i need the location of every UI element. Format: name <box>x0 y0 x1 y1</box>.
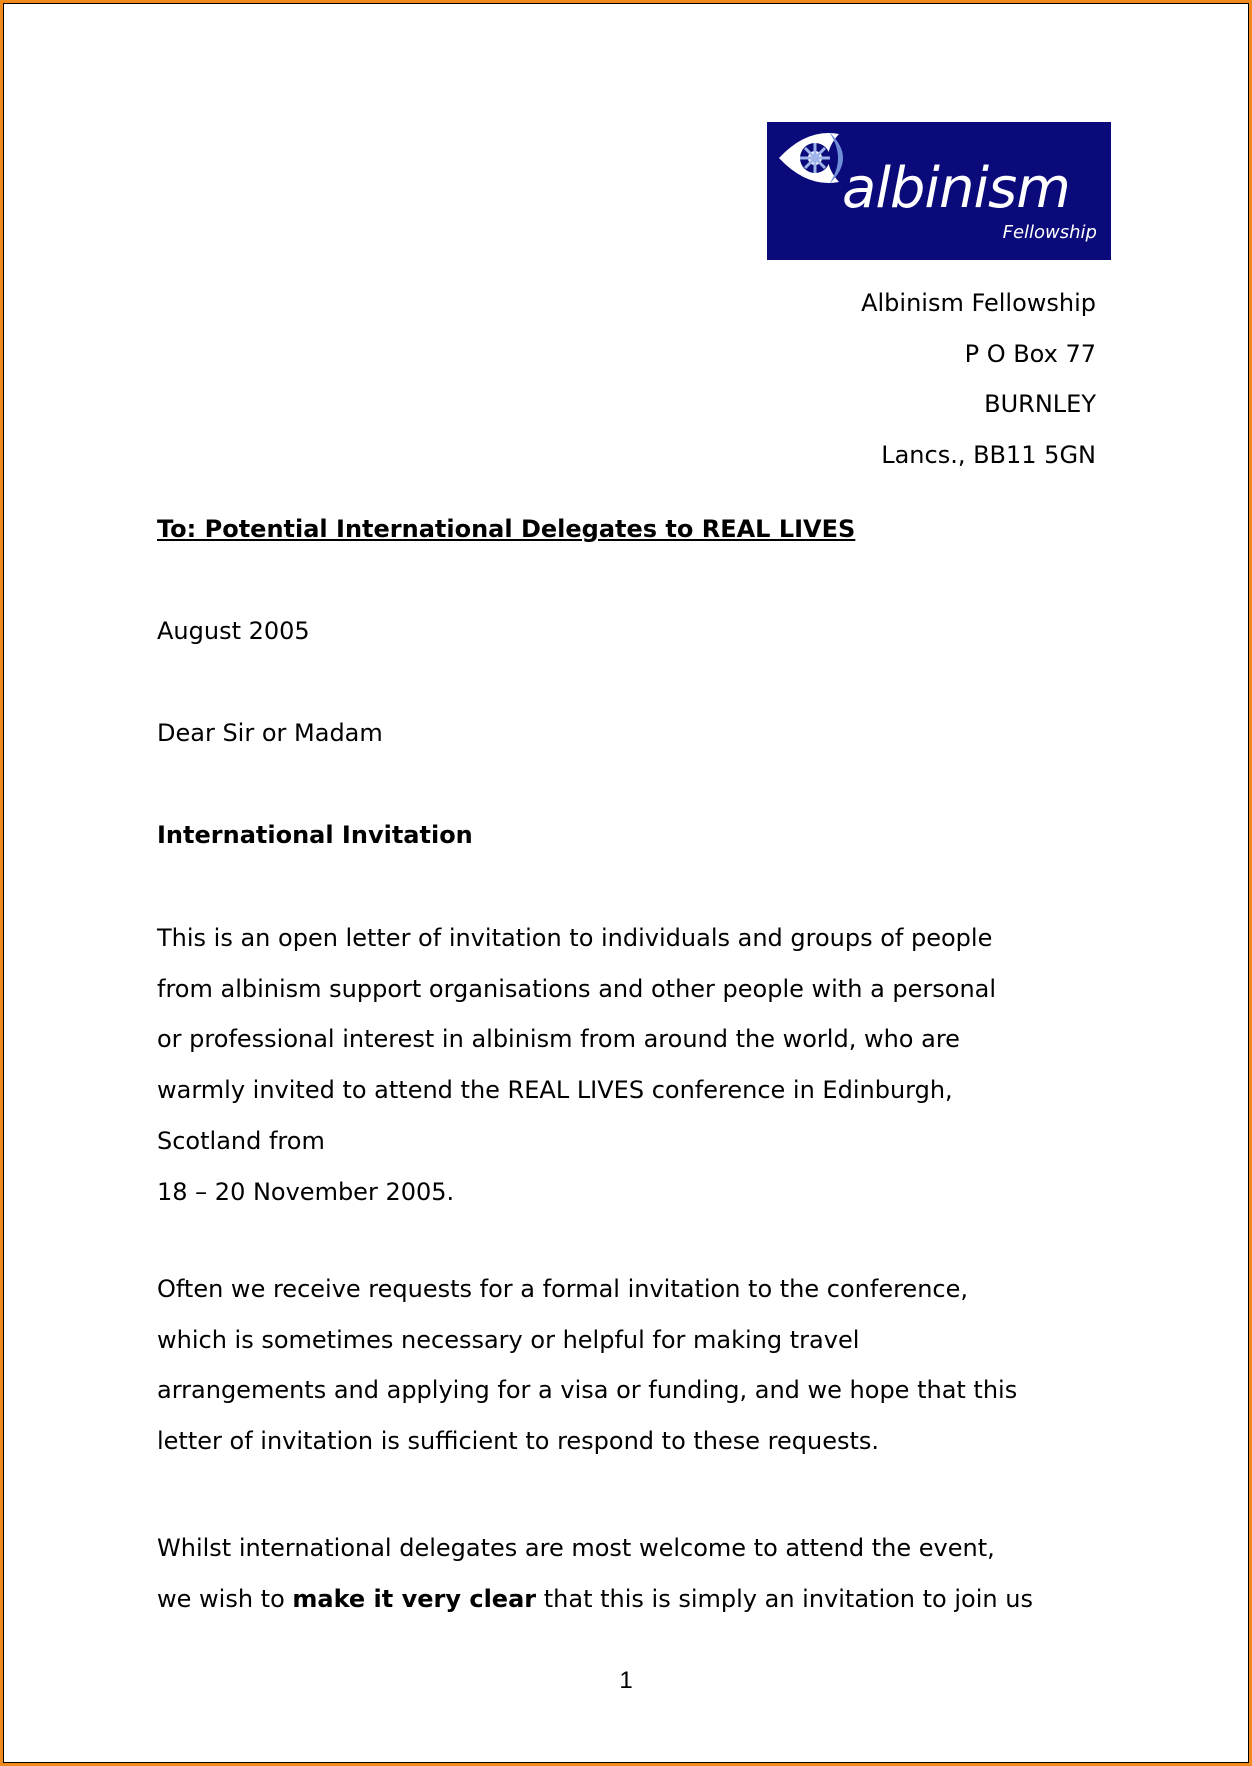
address-line: Albinism Fellowship <box>861 289 1096 317</box>
text-line <box>157 1574 1033 1625</box>
albinism-fellowship-logo <box>767 122 1111 260</box>
text-segment: we wish to <box>157 1584 293 1613</box>
text-line: This is an open letter of invitation to individuals and groups of people <box>157 924 993 952</box>
logo-subtitle: Fellowship <box>1002 222 1097 243</box>
paragraph-1 <box>157 913 996 1217</box>
text-line: 18 – 20 November 2005. <box>157 1177 455 1206</box>
text-line: Scotland from <box>157 1126 325 1155</box>
text-line: Often we receive requests for a formal invitation to the conference, <box>157 1275 968 1303</box>
letter-date: August 2005 <box>157 617 310 645</box>
text-line: letter of invitation is sufficient to respond to these requests. <box>157 1427 880 1456</box>
text-line: from albinism support organisations and other people with a personal <box>157 974 997 1003</box>
subject-line: International Invitation <box>157 821 473 849</box>
text-line: which is sometimes necessary or helpful for making travel <box>157 1325 860 1354</box>
page-border <box>3 3 1249 1763</box>
emphasis-text: make it very clear <box>292 1584 537 1613</box>
salutation: Dear Sir or Madam <box>157 719 383 747</box>
text-line: arrangements and applying for a visa or funding, and we hope that this <box>157 1376 1018 1405</box>
sender-address <box>861 278 1096 481</box>
logo-wordmark: albinism <box>842 156 1070 221</box>
text-line: Whilst international delegates are most welcome to attend the event, <box>157 1534 995 1562</box>
paragraph-2 <box>157 1264 1017 1467</box>
letter-heading: To: Potential International Delegates to REAL LIVES <box>157 515 856 543</box>
text-segment: that this is simply an invitation to join us <box>536 1584 1033 1613</box>
paragraph-3 <box>157 1523 1033 1624</box>
text-line: warmly invited to attend the REAL LIVES conference in Edinburgh, <box>157 1076 953 1105</box>
address-line: P O Box 77 <box>964 339 1096 368</box>
address-line: BURNLEY <box>984 390 1096 419</box>
page-number: 1 <box>619 1667 633 1694</box>
text-line: or professional interest in albinism from around the world, who are <box>157 1025 960 1054</box>
address-line: Lancs., BB11 5GN <box>881 441 1096 470</box>
